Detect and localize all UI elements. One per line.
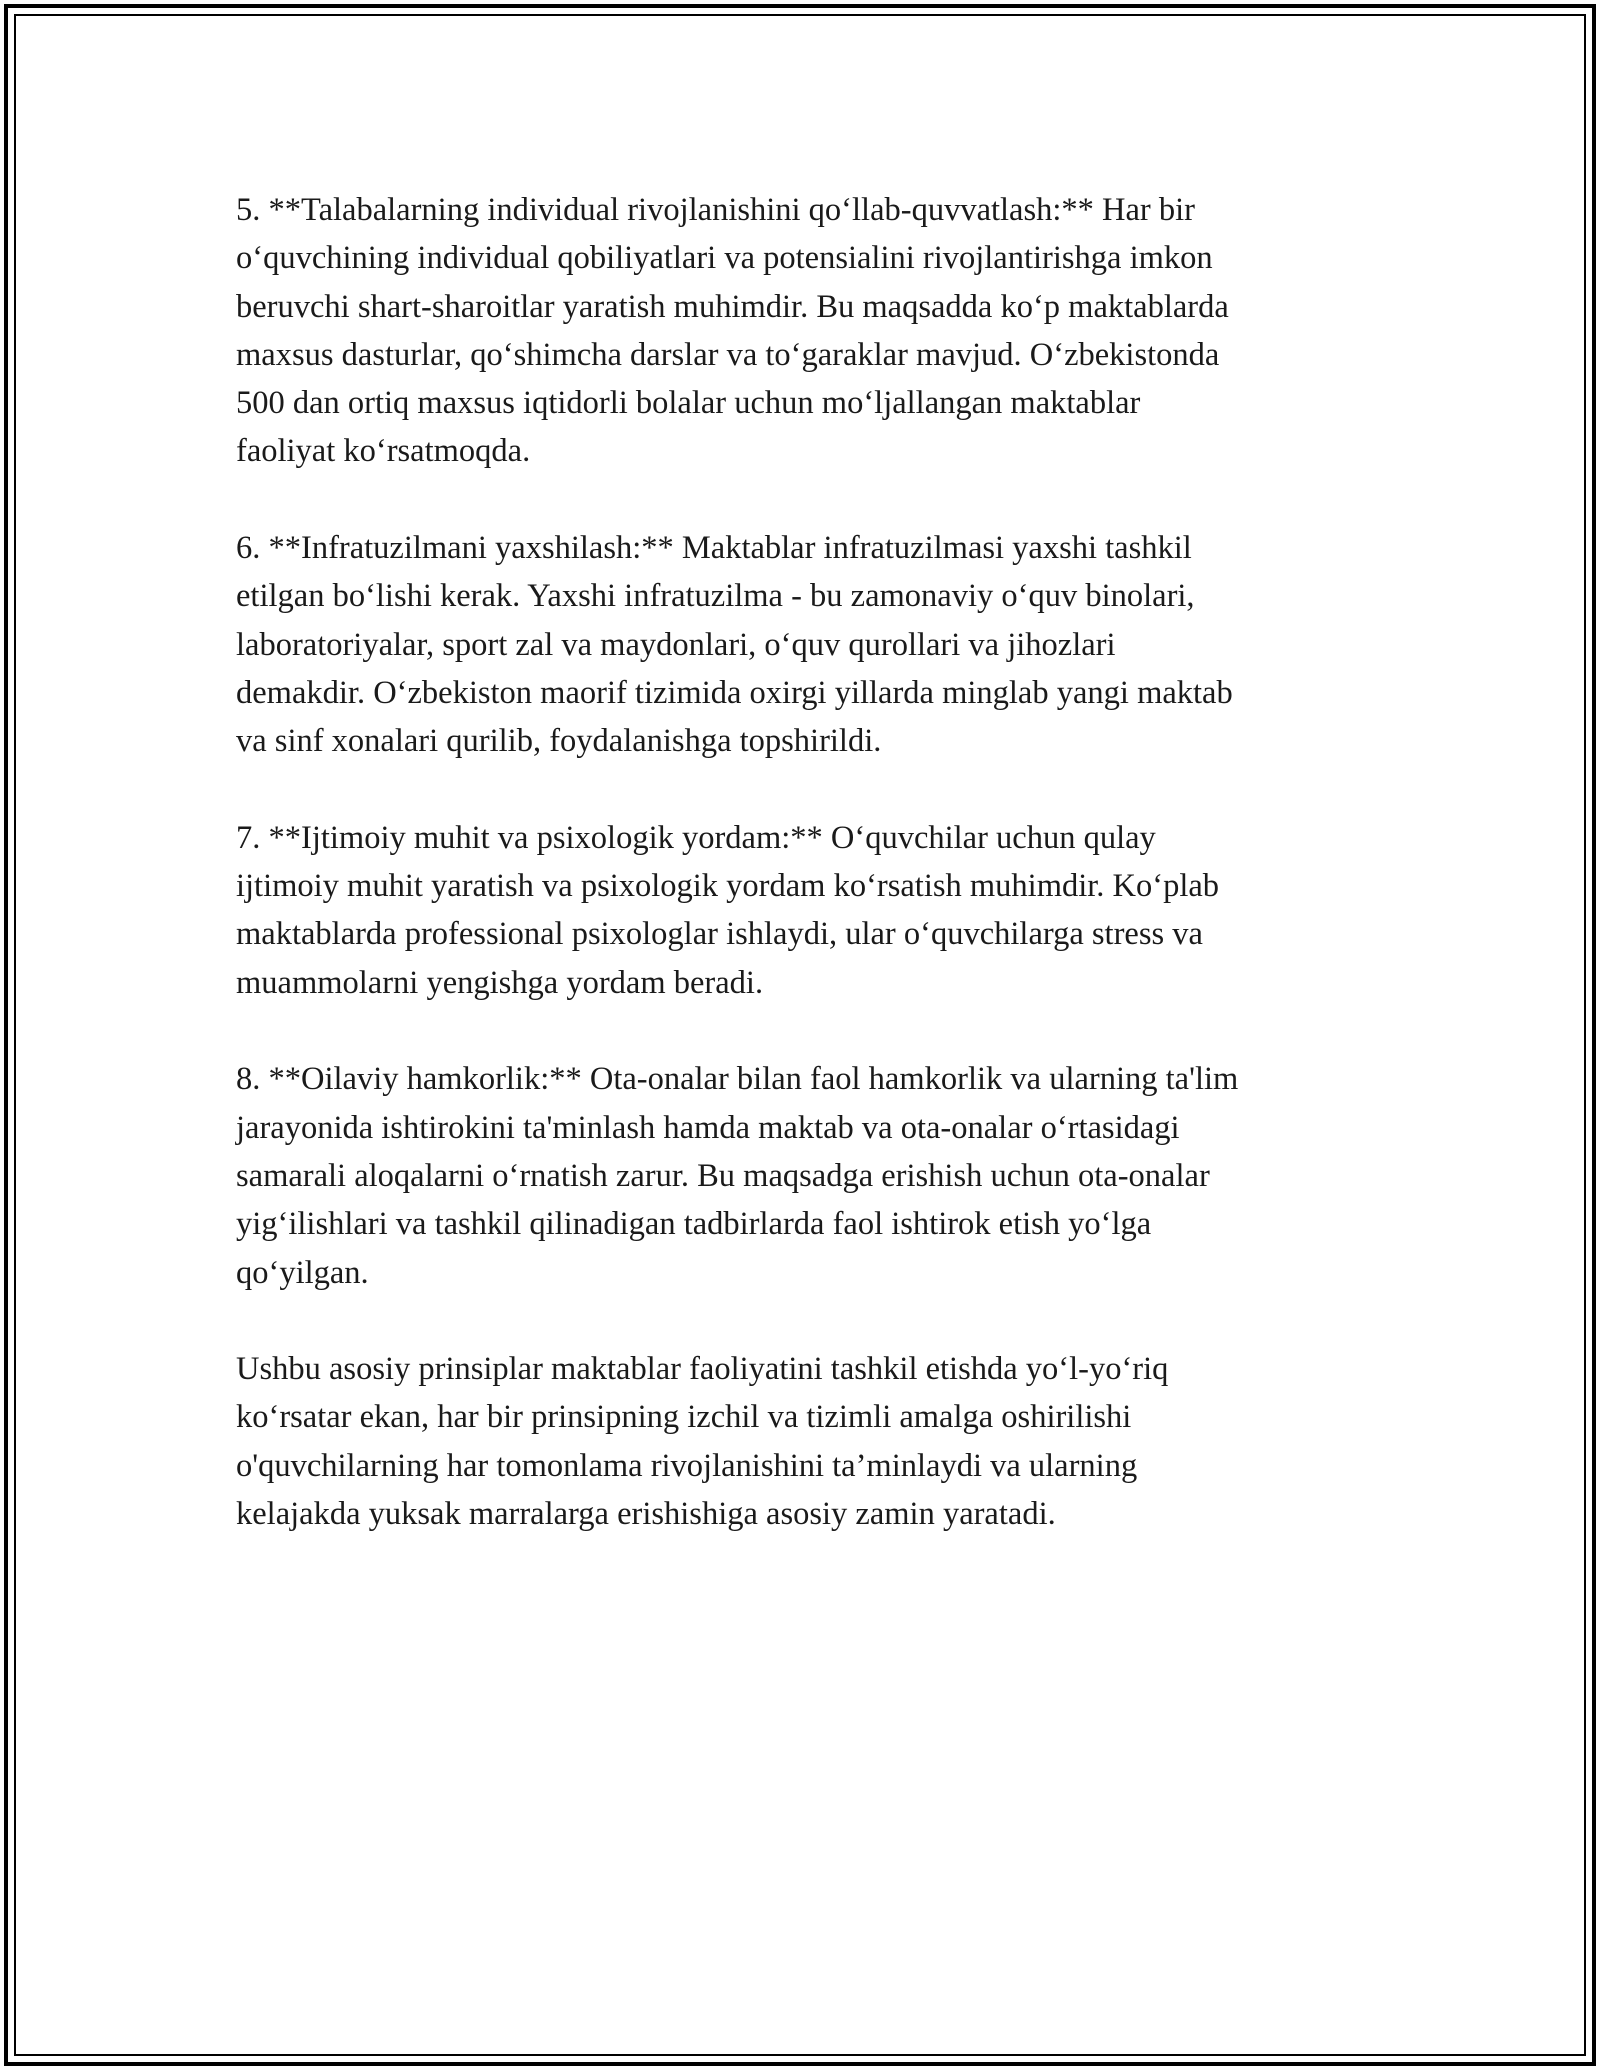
text-line: jarayonida ishtirokini ta'minlash hamda maktab va ota-onalar o‘rtasidagi — [236, 1109, 1180, 1146]
text-line: Ushbu asosiy prinsiplar maktablar faoliyatini tashkil etishda yo‘l-yo‘riq — [236, 1351, 1169, 1388]
text-line: beruvchi shart-sharoitlar yaratish muhimdir. Bu maqsadda ko‘p maktablarda — [236, 288, 1229, 325]
text-line: yig‘ilishlari va tashkil qilinadigan tadbirlarda faol ishtirok etish yo‘lga — [236, 1206, 1152, 1243]
text-line: o'quvchilarning har tomonlama rivojlanishini ta’minlaydi va ularning — [236, 1447, 1138, 1484]
paragraph-principle-7 — [236, 814, 1386, 1007]
text-line: demakdir. O‘zbekiston maorif tizimida oxirgi yillarda minglab yangi maktab — [236, 674, 1233, 711]
text-line: maktablarda professional psixologlar ishlaydi, ular o‘quvchilarga stress va — [236, 916, 1203, 953]
text-line: maxsus dasturlar, qo‘shimcha darslar va to‘garaklar mavjud. O‘zbekistonda — [236, 336, 1220, 373]
text-line: laboratoriyalar, sport zal va maydonlari, o‘quv qurollari va jihozlari — [236, 626, 1116, 663]
text-line: faoliyat ko‘rsatmoqda. — [236, 433, 531, 470]
document-body — [236, 186, 1386, 1587]
text-line: 6. **Infratuzilmani yaxshilash:** Maktablar infratuzilmasi yaxshi tashkil — [236, 530, 1192, 567]
text-line: 8. **Oilaviy hamkorlik:** Ota-onalar bilan faol hamkorlik va ularning ta'lim — [236, 1061, 1239, 1098]
paragraph-conclusion — [236, 1345, 1386, 1538]
text-line: ko‘rsatar ekan, har bir prinsipning izchil va tizimli amalga oshirilishi — [236, 1399, 1132, 1436]
text-line: muammolarni yengishga yordam beradi. — [236, 964, 764, 1001]
text-line: 5. **Talabalarning individual rivojlanishini qo‘llab-quvvatlash:** Har bir — [236, 192, 1195, 228]
text-line: ijtimoiy muhit yaratish va psixologik yordam ko‘rsatish muhimdir. Ko‘plab — [236, 868, 1220, 905]
text-line: etilgan bo‘lishi kerak. Yaxshi infratuzilma - bu zamonaviy o‘quv binolari, — [236, 578, 1195, 615]
paragraph-principle-5 — [236, 186, 1386, 476]
text-line: samarali aloqalarni o‘rnatish zarur. Bu maqsadga erishish uchun ota-onalar — [236, 1157, 1210, 1194]
text-line: va sinf xonalari qurilib, foydalanishga topshirildi. — [236, 723, 882, 760]
paragraph-principle-6 — [236, 524, 1386, 765]
text-line: o‘quvchining individual qobiliyatlari va potensialini rivojlantirishga imkon — [236, 240, 1213, 277]
paragraph-principle-8 — [236, 1055, 1386, 1296]
text-line: 500 dan ortiq maxsus iqtidorli bolalar uchun mo‘ljallangan maktablar — [236, 385, 1141, 422]
text-line: 7. **Ijtimoiy muhit va psixologik yordam:** O‘quvchilar uchun qulay — [236, 819, 1156, 856]
text-line: qo‘yilgan. — [236, 1254, 369, 1291]
text-line: kelajakda yuksak marralarga erishishiga asosiy zamin yaratadi. — [236, 1496, 1056, 1533]
